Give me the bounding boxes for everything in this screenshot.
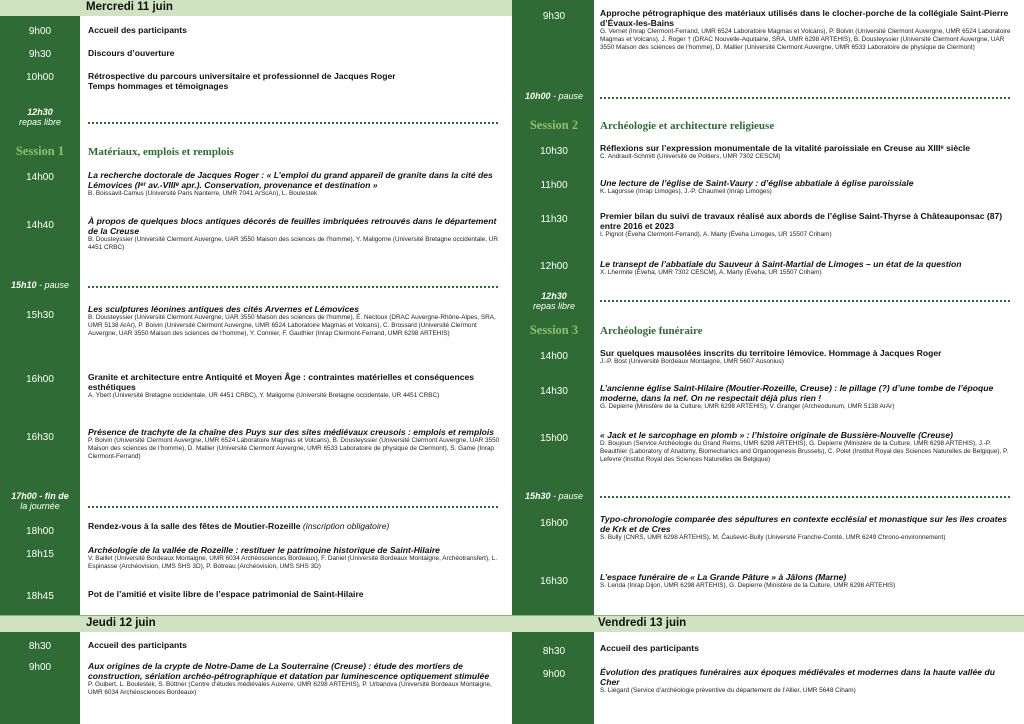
- entry-title: Accueil des participants: [88, 640, 187, 650]
- break-time: 12h30: [27, 107, 53, 117]
- time-label: 11h00: [540, 180, 568, 191]
- entry-talk: [600, 259, 1016, 277]
- time-label: 8h30: [542, 646, 566, 657]
- time-label: 18h15: [26, 549, 54, 560]
- entry-authors: B. Dousteyssier (Université Clermont Auvergne, UAR 3550 Maison des sciences de l’homme), Y. Maligorne (Université Bretagne occidentale, UR 4451 CRBC): [88, 236, 499, 251]
- time-label: 14h30: [540, 386, 568, 397]
- day-title: Mercredi 11 juin: [86, 1, 173, 13]
- session-3-title: Archéologie funéraire: [600, 325, 703, 337]
- entry-talk: [600, 514, 1016, 542]
- break-label: - pause: [553, 91, 584, 101]
- entry-opening: [88, 48, 504, 58]
- entry-authors: K. Lagorsse (Inrap Limoges), J.-P. Chaumeil (Inrap Limoges): [600, 188, 772, 195]
- entry-title: Approche pétrographique des matériaux utilisés dans le clocher-porche de la collégiale Saint-Pierre d’Évaux-les-Bains: [600, 8, 1009, 28]
- break-label: repas libre: [532, 301, 576, 311]
- entry-title: Évolution des pratiques funéraires aux époques médiévales et modernes dans la haute vallée du Cher: [600, 667, 995, 687]
- time-label: 18h45: [26, 591, 54, 602]
- entry-talk: [88, 170, 504, 198]
- entry-title: Premier bilan du suivi de travaux réalisé aux abords de l’église Saint-Thyrse à Châteauponsac (87) entre 2016 et 2023: [600, 211, 1003, 231]
- entry-authors: G. Vernet (Inrap Clermont-Ferrand, UMR 6524 Laboratoire Magmas et Volcans), P. Boivin (Université Clermont Auvergne, UMR 6524 Laboratoire Magmas et Volcans), J. Roger † (DRAC Nouvelle-Aquitaine, SRA, UMR 6298 ARTEHIS), B. Dousteyssier (Université Clermont Auvergne, UAR 3550 Maison des sciences de l’homme), D. Mallier (Université Clermont Auvergne, UMR 6533 Laboratoire de physique de Clermont): [600, 28, 1011, 51]
- entry-talk: [600, 8, 1016, 52]
- entry-authors: S. Liégard (Service d’archéologie préventive du département de l’Allier, UMR 5648 Ciham): [600, 687, 856, 694]
- pause-break: [0, 280, 80, 290]
- entry-talk: [600, 178, 1016, 196]
- time-label: 9h30: [28, 49, 52, 60]
- dotted-separator: [600, 97, 1010, 99]
- entry-talk: [88, 661, 504, 697]
- dotted-separator: [88, 286, 498, 288]
- time-label: 9h00: [28, 662, 52, 673]
- entry-title: Accueil des participants: [88, 25, 187, 35]
- entry-title: « Jack et le sarcophage en plomb » : l’histoire originale de Bussière-Nouvelle (Creuse): [600, 430, 953, 440]
- entry-title: Réflexions sur l’expression monumentale de la vitalité paroissiale en Creuse au XIIIᵉ siècle: [600, 143, 971, 153]
- session-2-label: Session 2: [529, 118, 579, 132]
- time-label: 9h30: [542, 11, 566, 22]
- entry-talk: [600, 143, 1016, 161]
- entry-talk: [88, 216, 504, 252]
- entry-authors: P. Boivin (Université Clermont Auvergne, UMR 6524 Laboratoire Magmas et Volcans), B. Dousteyssier (Université Clermont Auvergne, UAR 3550 Maison des sciences de l’homme), D. Mallier (Université Clermont Auvergne, UMR 6533 Laboratoire de physique de Clermont), S. Game (Inrap Clermont-Ferrand): [88, 437, 500, 460]
- break-time: 15h30: [524, 491, 551, 501]
- dotted-separator: [600, 300, 1010, 302]
- entry-retrospective: [88, 71, 504, 91]
- time-label: 8h30: [28, 641, 52, 652]
- break-time: 15h10: [10, 280, 37, 290]
- end-time: 17h00 - fin de: [11, 491, 69, 501]
- day-header-friday: [512, 615, 1024, 632]
- entry-title: Archéologie de la vallée de Rozeille : restituer le patrimoine historique de Saint-Hilaire: [88, 545, 440, 555]
- entry-title: Pot de l’amitié et visite libre de l’espace patrimonial de Saint-Hilaire: [88, 589, 364, 599]
- entry-title: Accueil des participants: [600, 643, 699, 653]
- day-end: [0, 491, 80, 511]
- entry-authors: B. Boissavit-Camus (Université Paris Nanterre, UMR 7041 ArScAn), L. Boulestek: [88, 190, 318, 197]
- entry-welcome: [88, 640, 504, 650]
- dotted-separator: [600, 496, 1010, 498]
- dotted-separator: [88, 122, 498, 124]
- entry-authors: A. Ybert (Université Bretagne occidentale, UR 4451 CRBC), Y. Maligorne (Université Bretagne occidentale, UR 4451 CRBC): [88, 392, 440, 399]
- time-label: 15h00: [540, 433, 568, 444]
- entry-title: La recherche doctorale de Jacques Roger : « L’emploi du grand appareil de granite dans la cité des Lémovices (Iᵉʳ av.-VIIIᵉ apr.). Conservation, provenance et destination »: [88, 170, 493, 190]
- entry-title: L’ancienne église Saint-Hilaire (Moutier-Rozeille, Creuse) : le pillage (?) d’une tombe de l’époque moderne, dans la nef. On ne respectait déjà plus rien !: [600, 383, 994, 403]
- session-1-label: Session 1: [15, 144, 65, 158]
- pause-break: [514, 491, 594, 501]
- time-label: 9h00: [28, 26, 52, 37]
- time-label: 18h00: [26, 526, 54, 537]
- entry-title: Présence de trachyte de la chaîne des Puys sur des sites médiévaux creusois : emplois et remplois: [88, 427, 494, 437]
- entry-authors: P. Guibert, L. Boulestek, S. Büttner (Centre d’études médiévales Auxerre, UMR 6298 ARTEHIS), P. Urbanova (Université Bordeaux Montaigne, UMR 6034 Archéosciences Bordeaux): [88, 681, 492, 696]
- entry-reception: [88, 589, 504, 599]
- entry-title: Discours d’ouverture: [88, 48, 175, 58]
- entry-authors: B. Dousteyssier (Université Clermont Auvergne, UAR 3550 Maison des sciences de l’homme), É. Nectoux (DRAC Auvergne-Rhône-Alpes, SRA, UMR 5138 ArAr), P. Boivin (Université Clermont Auvergne, UMR 6524 Laboratoire Magmas et Volcans), C. Brossard (Université Clermont Auvergne, UAR 3550 Maison des sciences de l’homme), Y. Connier, F. Gauthier (Inrap Clermont-Ferrand, UMR 6298 ARTEHIS): [88, 314, 496, 337]
- entry-talk: [600, 572, 1016, 590]
- day-header-thursday: [0, 615, 512, 632]
- time-label: 14h00: [26, 172, 54, 183]
- end-label: la journée: [20, 501, 60, 511]
- entry-title: Rendez-vous à la salle des fêtes de Moutier-Rozeille: [88, 521, 301, 531]
- entry-welcome: [88, 25, 504, 35]
- entry-rendezvous: [88, 521, 504, 531]
- entry-talk: [600, 430, 1016, 464]
- entry-talk: [88, 372, 504, 400]
- time-label: 16h00: [26, 374, 54, 385]
- time-label: 15h30: [26, 310, 54, 321]
- break-label: repas libre: [18, 117, 62, 127]
- entry-title: Typo-chronologie comparée des sépultures en contexte ecclésial et monastique sur les îles croates de Krk et de Cres: [600, 514, 1008, 534]
- entry-authors: S. Lenda (Inrap Dijon, UMR 6298 ARTEHIS), G. Depierre (Ministère de la Culture, UMR 6298 ARTEHIS): [600, 582, 896, 589]
- day-header-wednesday: [0, 0, 512, 16]
- dotted-separator: [88, 506, 498, 508]
- break-label: - pause: [39, 280, 70, 290]
- entry-talk: [600, 348, 1016, 366]
- entry-talk: [600, 211, 1016, 239]
- entry-subtitle: Temps hommages et témoignages: [88, 81, 229, 91]
- entry-authors: G. Depierre (Ministère de la Culture, UMR 6298 ARTEHIS), V. Granger (Archeodunum, UMR 5138 ArAr): [600, 403, 895, 410]
- entry-authors: C. Andrault-Schmitt (Université de Poitiers, UMR 7302 CESCM): [600, 153, 781, 160]
- lunch-break: [514, 291, 594, 311]
- entry-title: Les sculptures léonines antiques des cités Arvernes et Lémovices: [88, 304, 359, 314]
- time-label: 16h30: [26, 432, 54, 443]
- time-label: 12h00: [540, 261, 568, 272]
- entry-authors: D. Boujoun (Service Archéologie du Grand Reims, UMR 6298 ARTEHIS), G. Depierre (Ministère de la Culture, UMR 6298 ARTEHIS), J.-P. Beauthier (Laboratory of Anatomy, Biomechanics and Organogenesis Brussels), C. Polet (Institut Royal des Sciences Naturelles de Belgique), P. Lefevre (Institut Royal des Sciences Naturelles de Belgique): [600, 440, 1009, 463]
- time-label: 14h40: [26, 220, 54, 231]
- time-label: 10h00: [26, 72, 54, 83]
- break-time: 10h00: [524, 91, 551, 101]
- entry-title: Sur quelques mausolées inscrits du territoire lémovice. Hommage à Jacques Roger: [600, 348, 942, 358]
- right-column: [512, 0, 1024, 724]
- entry-note: (inscription obligatoire): [302, 521, 390, 531]
- day-title: Vendredi 13 juin: [598, 617, 687, 629]
- entry-title: Aux origines de la crypte de Notre-Dame de La Souterraine (Creuse) : étude des mortiers de construction, sériation archéo-pétrographique et datation par luminescence optiquement stimulée: [88, 661, 490, 681]
- time-label: 9h00: [542, 669, 566, 680]
- entry-talk: [600, 667, 1016, 695]
- time-label: 14h00: [540, 351, 568, 362]
- entry-authors: X. Lhermite (Éveha, UMR 7302 CESCM), A. Marty (Éveha, UR 15507 Criham): [600, 269, 822, 276]
- entry-title: À propos de quelques blocs antiques décorés de feuilles imbriquées retrouvés dans le département de la Creuse: [88, 216, 497, 236]
- break-time: 12h30: [541, 291, 567, 301]
- entry-talk: [88, 304, 504, 338]
- entry-title: Le transept de l’abbatiale du Sauveur à Saint-Martial de Limoges – un état de la question: [600, 259, 962, 269]
- time-label: 11h30: [540, 214, 568, 225]
- session-2-title: Archéologie et architecture religieuse: [600, 120, 775, 132]
- entry-authors: I. Pignot (Éveha Clermont-Ferrand), A. Marty (Éveha Limoges, UR 15507 Criham): [600, 231, 832, 238]
- entry-welcome: [600, 643, 1016, 653]
- time-label: 16h30: [540, 576, 568, 587]
- entry-talk: [600, 383, 1016, 411]
- entry-title: Granite et architecture entre Antiquité et Moyen Âge : contraintes matérielles et conséquences esthétiques: [88, 372, 475, 392]
- break-label: - pause: [553, 491, 584, 501]
- entry-title: Une lecture de l’église de Saint-Vaury : d’église abbatiale à église paroissiale: [600, 178, 914, 188]
- time-label: 10h30: [540, 146, 568, 157]
- time-label: 16h00: [540, 518, 568, 529]
- pause-break: [514, 91, 594, 101]
- lunch-break: [0, 107, 80, 127]
- entry-title: L’espace funéraire de « La Grande Pâture » à Jâlons (Marne): [600, 572, 847, 582]
- entry-authors: S. Bully (CNRS, UMR 6298 ARTEHIS), M. Čaušević-Bully (Université Franche-Comté, UMR 6249 Chrono-environnement): [600, 534, 946, 541]
- session-3-label: Session 3: [529, 323, 579, 337]
- entry-title: Rétrospective du parcours universitaire et professionnel de Jacques Roger: [88, 71, 396, 81]
- session-1-title: Matériaux, emplois et remplois: [88, 146, 234, 158]
- entry-talk: [88, 545, 504, 571]
- entry-talk: [88, 427, 504, 461]
- day-title: Jeudi 12 juin: [86, 617, 156, 629]
- entry-authors: V. Baillet (Université Bordeaux Montaigne, UMR 6034 Archéosciences Bordeaux), F. Daniel (Université Bordeaux Montaigne, Archéotransfert), L. Espinasse (Archéovision, UMS SHS 3D), P. Botreau (Archéovision, UMS SHS 3D): [88, 555, 497, 570]
- entry-authors: J.-P. Bost (Université Bordeaux Montaigne, UMR 5607 Ausonius): [600, 358, 784, 365]
